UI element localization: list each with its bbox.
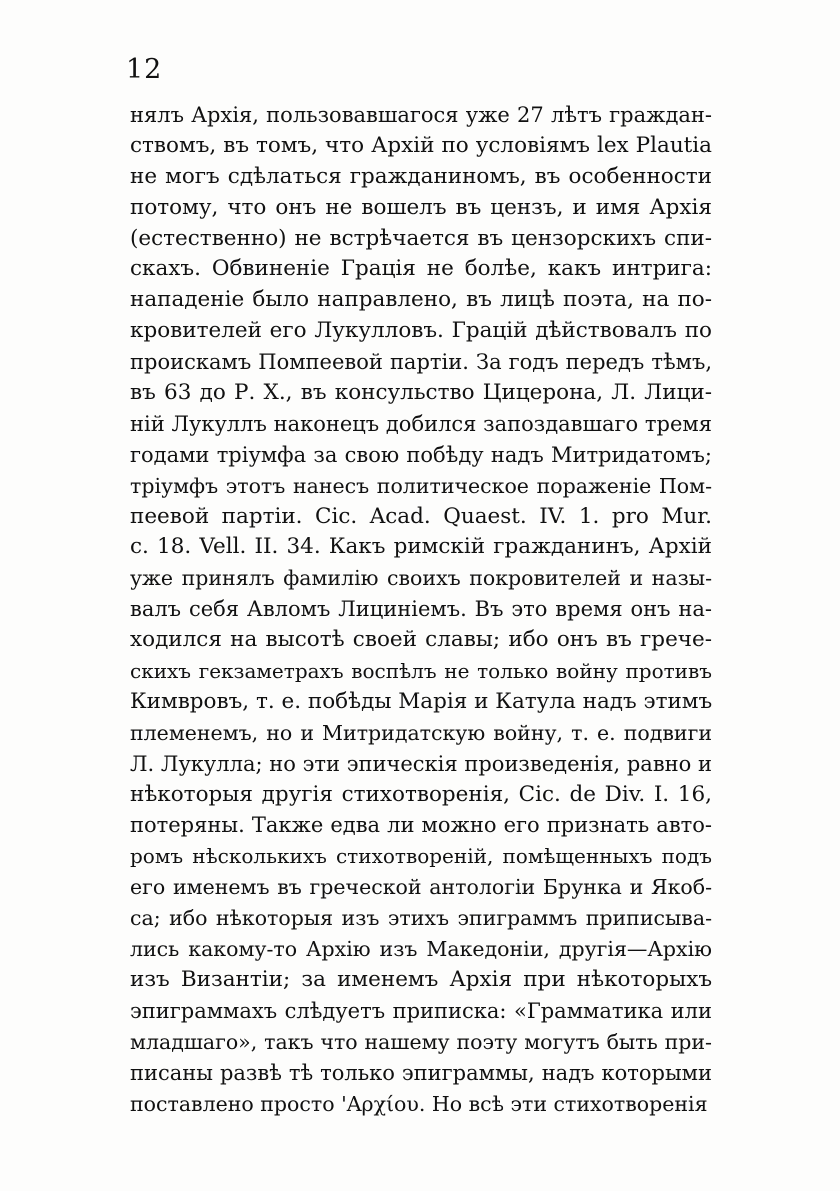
text-line: ній Лукуллъ наконецъ добился запоздавшаго тремя bbox=[130, 411, 712, 436]
text-line: не могъ сдѣлаться гражданиномъ, въ особенности bbox=[130, 163, 712, 189]
text-line: скахъ. Обвиненіе Грація не болѣе, какъ интрига: bbox=[130, 256, 712, 282]
text-line: Л. Лукулла; но эти эпическія произведенія, равно и bbox=[130, 751, 712, 776]
text-line: потеряны. Также едва ли можно его признать авто- bbox=[130, 813, 712, 838]
text-line: въ 63 до Р. Х., въ консульство Цицерона, Л. Лици- bbox=[130, 380, 712, 406]
text-line: скихъ гекзаметрахъ воспѣлъ не только войну противъ bbox=[130, 659, 712, 684]
text-line: Кимвровъ, т. е. побѣды Марія и Катула надъ этимъ bbox=[130, 688, 712, 714]
text-line: нападеніе было направлено, въ лицѣ поэта, на по- bbox=[130, 287, 712, 313]
text-line: племенемъ, но и Митридатскую войну, т. е. подвиги bbox=[130, 720, 712, 745]
text-line: потому, что онъ не вошелъ въ цензъ, и имя Архія bbox=[130, 194, 712, 220]
text-line: лись какому-то Архію изъ Македоніи, другія—Архію bbox=[130, 937, 712, 962]
text-line: нѣкоторыя другія стихотворенія, Cic. de Div. I. 16, bbox=[130, 781, 712, 807]
text-line: ствомъ, въ томъ, что Архій по условіямъ lex Plautia bbox=[130, 132, 712, 158]
text-line: годами тріумфа за свою побѣду надъ Митридатомъ; bbox=[130, 442, 712, 467]
text-line: са; ибо нѣкоторыя изъ этихъ эпиграммъ приписыва- bbox=[130, 906, 712, 931]
text-line: проискамъ Помпеевой партіи. За годъ передъ тѣмъ, bbox=[130, 350, 712, 375]
text-line: нялъ Архія, пользовавшагося уже 27 лѣтъ граждан- bbox=[130, 103, 712, 127]
text-line: (естественно) не встрѣчается въ цензорскихъ спи- bbox=[130, 225, 712, 251]
text-line: поставлено просто 'Αρχίου. Но всѣ эти стихотворенія bbox=[130, 1091, 708, 1116]
text-line: пеевой партіи. Cic. Acad. Quaest. IV. 1. pro Mur. bbox=[130, 503, 712, 529]
text-line: кровителей его Лукулловъ. Грацій дѣйствовалъ по bbox=[130, 318, 712, 344]
body-text bbox=[130, 100, 712, 1119]
text-line: младшаго», такъ что нашему поэту могутъ быть при- bbox=[130, 1029, 712, 1054]
text-line: его именемъ въ греческой антологіи Брунка и Якоб- bbox=[130, 875, 712, 900]
text-line: эпиграммахъ слѣдуетъ приписка: «Грамматика или bbox=[130, 998, 712, 1023]
text-line: изъ Византіи; за именемъ Архія при нѣкоторыхъ bbox=[130, 966, 712, 992]
text-line: ходился на высотѣ своей славы; ибо онъ въ грече- bbox=[130, 627, 712, 653]
text-line: писаны развѣ тѣ только эпиграммы, надъ которыми bbox=[130, 1060, 712, 1085]
text-line: тріумфъ этотъ нанесъ политическое пораженіе Пом- bbox=[130, 473, 712, 498]
text-line: ромъ нѣсколькихъ стихотвореній, помѣщенныхъ подъ bbox=[130, 844, 712, 869]
text-line: валъ себя Авломъ Лициніемъ. Въ это время онъ на- bbox=[130, 597, 712, 622]
page-number: 12 bbox=[126, 54, 163, 85]
text-line: уже принялъ фамилію своихъ покровителей и назы- bbox=[130, 566, 712, 591]
text-line: c. 18. Vell. II. 34. Какъ римскій гражданинъ, Архій bbox=[130, 534, 712, 560]
